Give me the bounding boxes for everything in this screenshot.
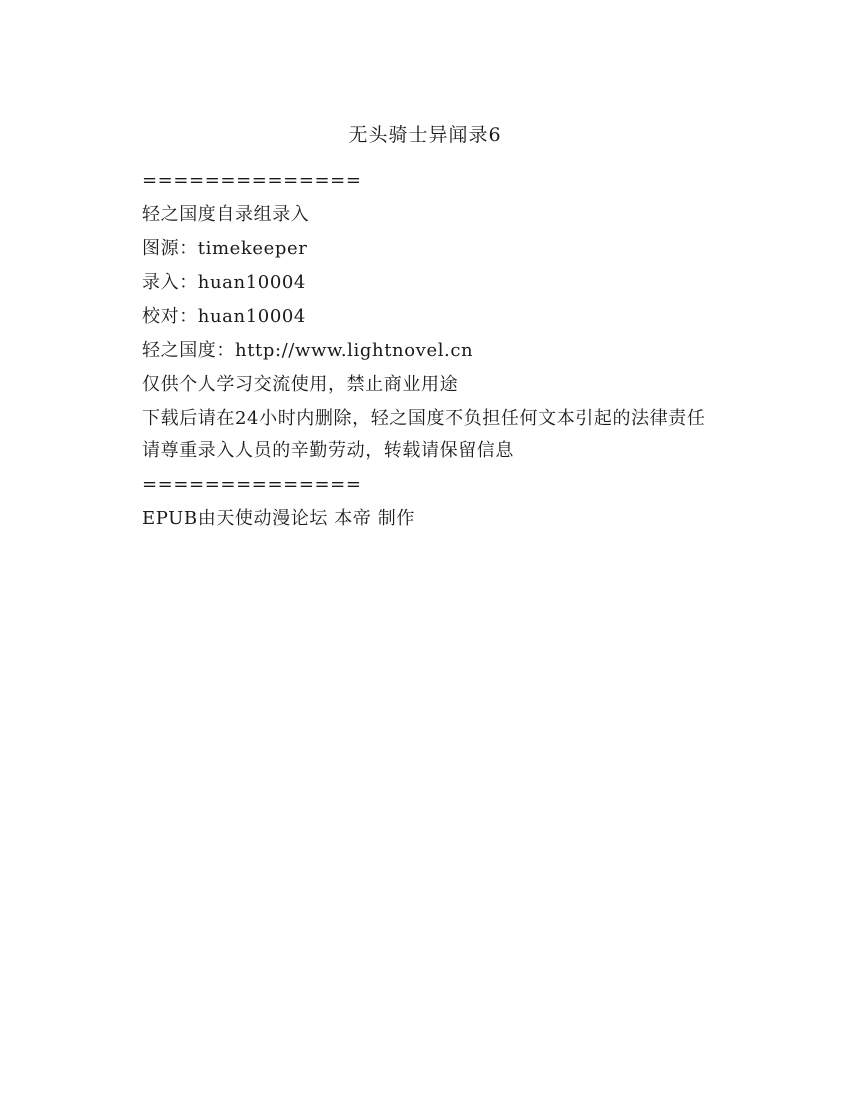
credit-typist: 录入：huan10004 [142, 272, 306, 293]
credit-image-source: 图源：timekeeper [142, 238, 308, 259]
credit-website: 轻之国度：http://www.lightnovel.cn [142, 340, 474, 361]
credit-proofreader: 校对：huan10004 [142, 306, 306, 327]
deletion-notice: 下载后请在24小时内删除，轻之国度不负担任何文本引起的法律责任 [142, 408, 706, 429]
document-title: 无头骑士异闻录6 [348, 124, 502, 146]
credit-group: 轻之国度自录组录入 [142, 204, 310, 225]
separator-bottom: ============== [142, 474, 362, 495]
document-body [102, 168, 752, 540]
epub-credit: EPUB由天使动漫论坛 本帝 制作 [142, 508, 415, 529]
usage-notice: 仅供个人学习交流使用，禁止商业用途 [142, 374, 459, 395]
separator-top: ============== [142, 170, 362, 191]
respect-notice: 请尊重录入人员的辛勤劳动，转载请保留信息 [142, 440, 514, 461]
